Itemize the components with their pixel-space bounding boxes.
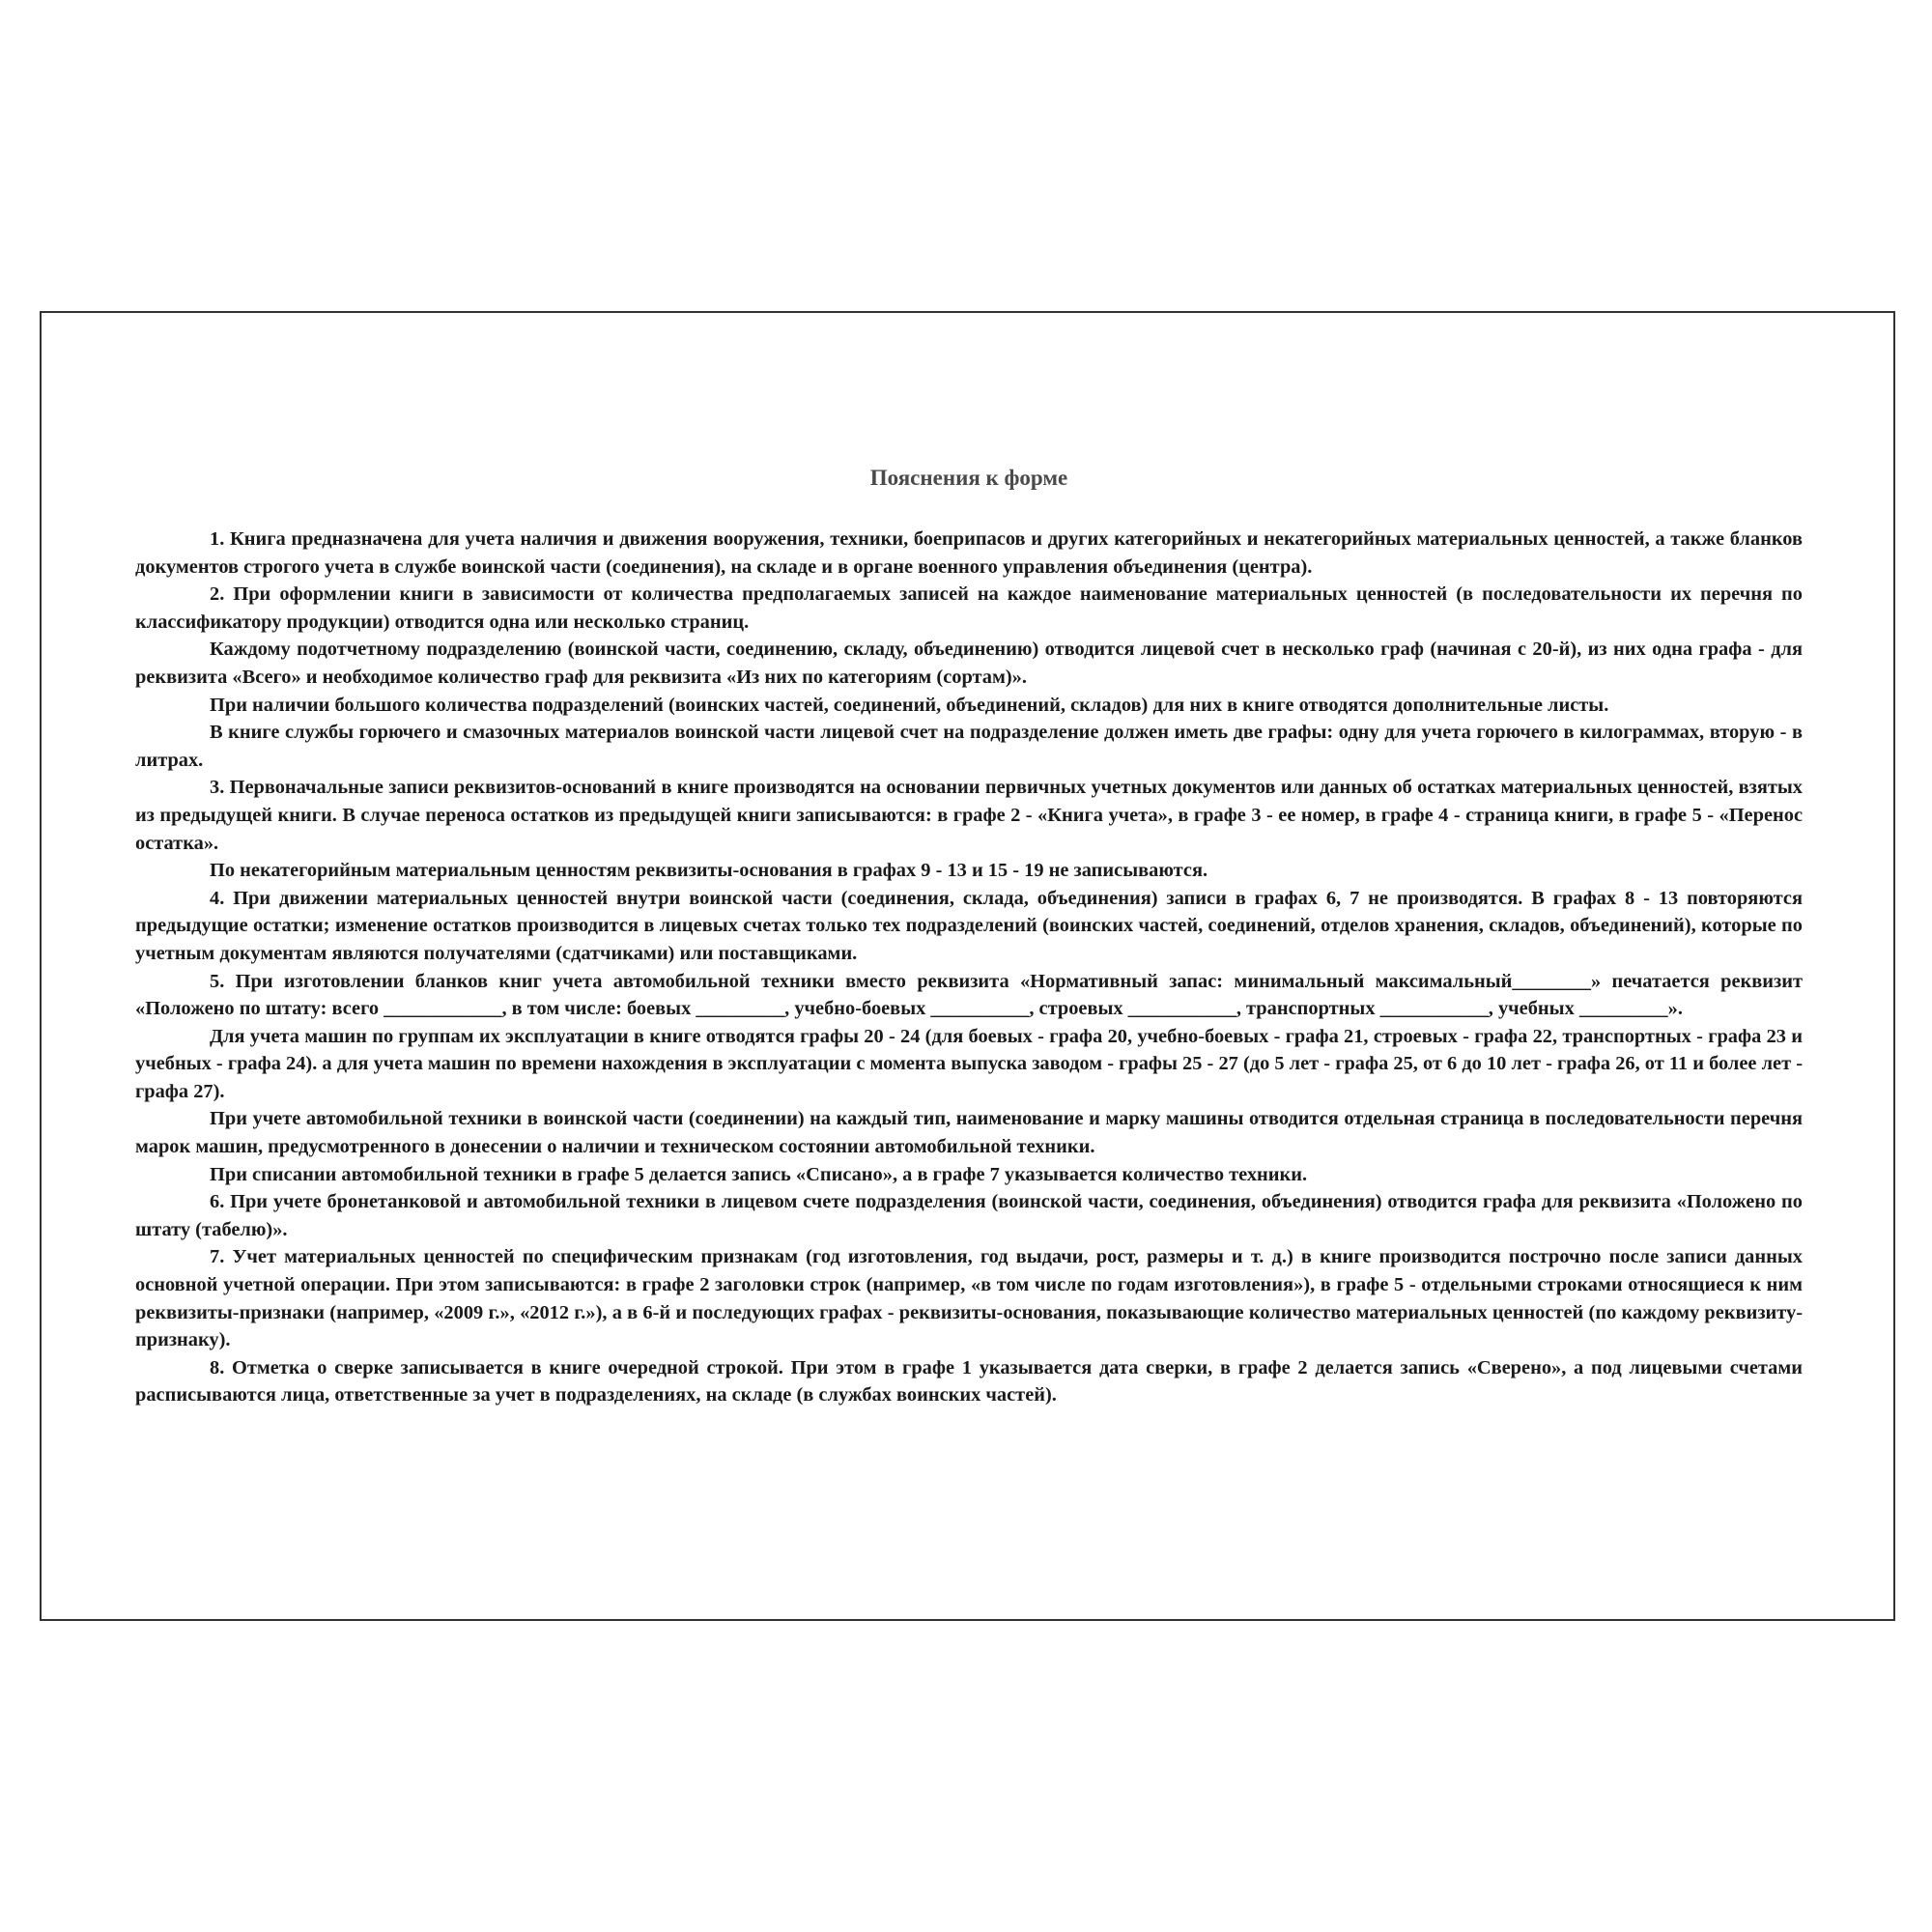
paragraph-8: 4. При движении материальных ценностей внутри воинской части (соединения, склада, объединения) записи в графах 6, 7 не производятся. В графах 8 - 13 повторяются предыдущие остатки; изменение остатков производится в лицевых счетах только тех подразделений (воинских частей, соединений, отделов хранения, складов, объединений), которые по учетным документам являются получателями (сдатчиками) или поставщиками. bbox=[135, 887, 1803, 964]
paragraph-12: При списании автомобильной техники в графе 5 делается запись «Списано», а в графе 7 указывается количество техники. bbox=[210, 1163, 1308, 1185]
paragraph-11: При учете автомобильной техники в воинской части (соединении) на каждый тип, наименование и марку машины отводится отдельная страница в последовательности перечня марок машин, предусмотренного в донесении о наличии и техническом состоянии автомобильной техники. bbox=[135, 1108, 1803, 1158]
form-sheet bbox=[40, 311, 1895, 1621]
paragraph-6: 3. Первоначальные записи реквизитов-оснований в книге производятся на основании первичных учетных документов или данных об остатках материальных ценностей, взятых из предыдущей книги. В случае переноса остатков из предыдущей книги записываются: в графе 2 - «Книга учета», в графе 3 - ее номер, в графе 4 - страница книги, в графе 5 - «Перенос остатка». bbox=[135, 777, 1803, 854]
paragraph-15: 8. Отметка о сверке записывается в книге очередной строкой. При этом в графе 1 указывается дата сверки, в графе 2 делается запись «Сверено», а под лицевыми счетами расписываются лица, ответственные за учет в подразделениях, на складе (в службах воинских частей). bbox=[135, 1356, 1803, 1406]
page-title: Пояснения к форме bbox=[869, 466, 1068, 490]
paragraph-4: При наличии большого количества подразделений (воинских частей, соединений, объединений, складов) для них в книге отводятся дополнительные листы. bbox=[210, 694, 1609, 716]
paragraph-10: Для учета машин по группам их эксплуатации в книге отводятся графы 20 - 24 (для боевых - графа 20, учебно-боевых - графа 21, строевых - графа 22, транспортных - графа 23 и учебных - графа 24). а для учета машин по времени нахождения в эксплуатации с момента выпуска заводом - графы 25 - 27 (до 5 лет - графа 25, от 6 до 10 лет - графа 26, от 11 и более лет - графа 27). bbox=[135, 1025, 1803, 1102]
paragraph-2: 2. При оформлении книги в зависимости от количества предполагаемых записей на каждое наименование материальных ценностей (в последовательности их перечня по классификатору продукции) отводится одна или несколько страниц. bbox=[135, 583, 1803, 633]
paragraph-1: 1. Книга предназначена для учета наличия и движения вооружения, техники, боеприпасов и других категорийных и некатегорийных материальных ценностей, а также бланков документов строгого учета в службе воинской части (соединения), на складе и в органе военного управления объединения (центра). bbox=[135, 528, 1803, 578]
paragraph-5: В книге службы горючего и смазочных материалов воинской части лицевой счет на подразделение должен иметь две графы: одну для учета горючего в килограммах, вторую - в литрах. bbox=[135, 722, 1803, 771]
explanations-section bbox=[135, 464, 1803, 1409]
paragraph-3: Каждому подотчетному подразделению (воинской части, соединению, складу, объединению) отводится лицевой счет в несколько граф (начиная с 20-й), из них одна графа - для реквизита «Всего» и необходимое количество граф для реквизита «Из них по категориям (сортам)». bbox=[135, 639, 1803, 688]
paragraph-7: По некатегорийным материальным ценностям реквизиты-основания в графах 9 - 13 и 15 - 19 не записываются. bbox=[210, 860, 1208, 882]
paragraph-9: 5. При изготовлении бланков книг учета автомобильной техники вместо реквизита «Нормативный запас: минимальный максимальный________» печатается реквизит «Положено по штату: всего ____________, в том числе: боевых _________, учебно-боевых __________, строевых ___________, транспортных ___________, учебных _________». bbox=[135, 970, 1803, 1020]
paragraph-13: 6. При учете бронетанковой и автомобильной техники в лицевом счете подразделения (воинской части, соединения, объединения) отводится графа для реквизита «Положено по штату (табелю)». bbox=[135, 1191, 1803, 1240]
paragraph-14: 7. Учет материальных ценностей по специфическим признакам (год изготовления, год выдачи, рост, размеры и т. д.) в книге производится построчно после записи данных основной учетной операции. При этом записываются: в графе 2 заголовки строк (например, «в том числе по годам изготовления»), в графе 5 - отдельными строками относящиеся к ним реквизиты-признаки (например, «2009 г.», «2012 г.»), а в 6-й и последующих графах - реквизиты-основания, показывающие количество материальных ценностей (по каждому реквизиту-признаку). bbox=[135, 1246, 1803, 1351]
